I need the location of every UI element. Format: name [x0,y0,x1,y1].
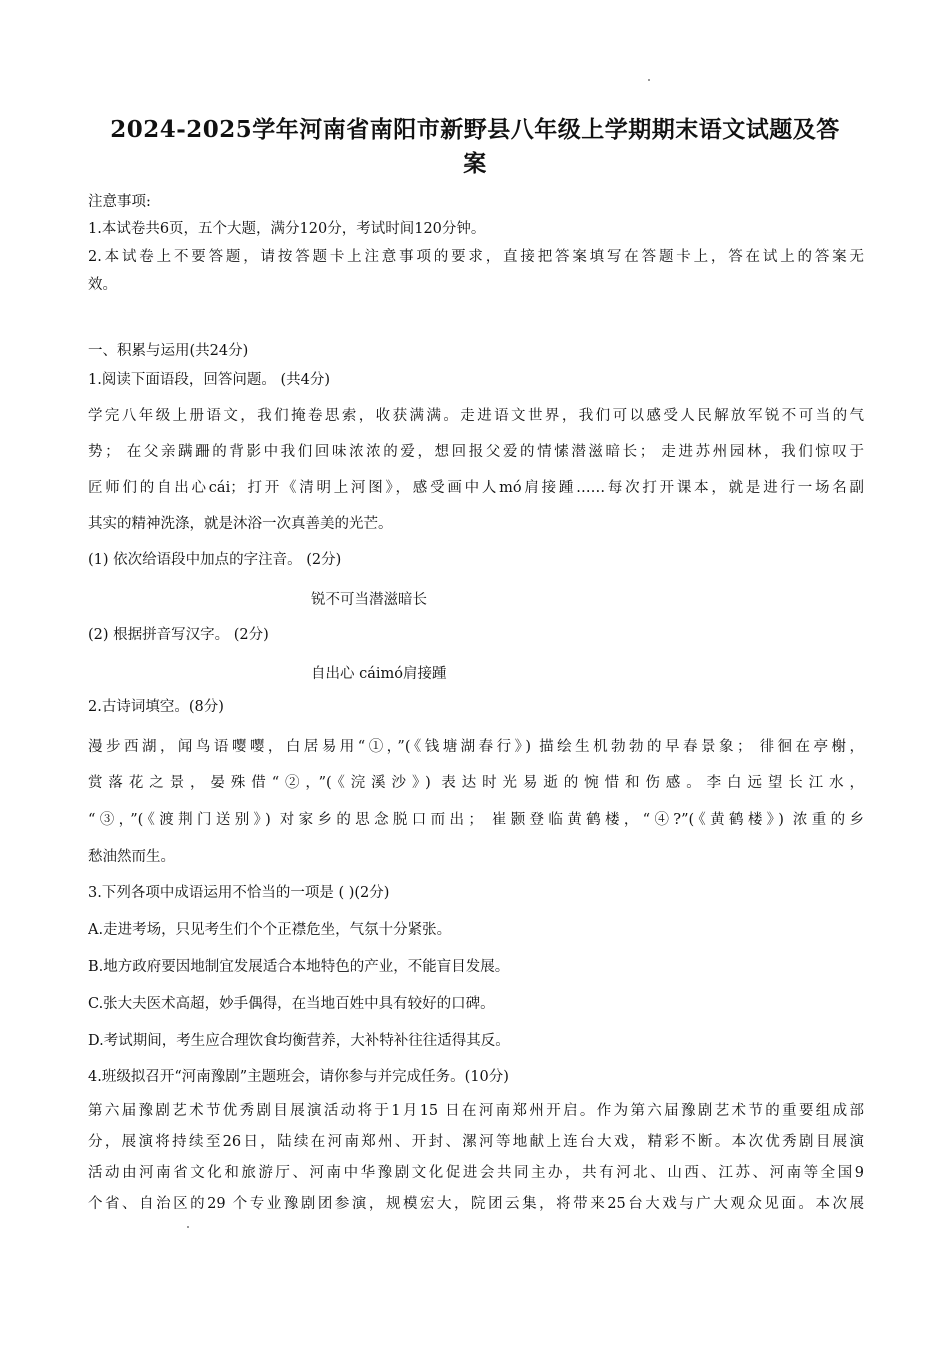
q2-para-line: 愁油然而生。 [88,849,175,865]
q1-sub-2-items: 自出心 cáimó肩接踵 [311,666,447,682]
q3-option-d: D.考试期间，考生应合理饮食均衡营养，大补特补往往适得其反。 [88,1033,510,1049]
scan-dot [187,1226,189,1228]
notes-item-1: 1.本试卷共6页，五个大题，满分120分，考试时间120分钟。 [88,221,486,237]
scan-dot [648,79,650,81]
notes-item-2-line-2: 效。 [88,277,117,293]
notes-heading: 注意事项: [88,194,151,210]
q3-option-a: A.走进考场，只见考生们个个正襟危坐，气氛十分紧张。 [88,922,452,938]
q1-para-line: 学完八年级上册语文，我们掩卷思索，收获满满。走进语文世界，我们可以感受人民解放军锐不可当的气 [88,408,864,424]
notes-item-2-line-1: 2.本试卷上不要答题，请按答题卡上注意事项的要求，直接把答案填写在答题卡上，答在试上的答案无 [88,249,864,265]
q2-para-line: 漫步西湖，闻鸟语嘤嘤，白居易用“①，”(《钱塘湖春行》) 描绘生机勃勃的早春景象； 徘徊在亭榭， [88,739,864,755]
q4-prompt: 4.班级拟召开“河南豫剧”主题班会，请你参与并完成任务。(10分) [88,1069,509,1085]
title-line-1: 2024-2025学年河南省南阳市新野县八年级上学期期末语文试题及答 [110,116,840,143]
q4-para-line: 个省、自治区的29 个专业豫剧团参演，规模宏大，院团云集，将带来25台大戏与广大观众见面。本次展 [88,1196,864,1212]
document-title [70,113,880,181]
q2-para-line: 赏落花之景，晏殊借“②，”(《浣溪沙》) 表达时光易逝的惋惜和伤感。李白远望长江水， [88,775,864,791]
q1-para-line: 势； 在父亲蹒跚的背影中我们回味浓浓的爱，想回报父爱的情愫潜滋暗长； 走进苏州园林，我们惊叹于 [88,444,864,460]
q3-option-b: B.地方政府要因地制宜发展适合本地特色的产业，不能盲目发展。 [88,959,510,975]
q1-sub-1-items: 锐不可当潜滋暗长 [311,592,427,608]
q4-para-line: 分，展演将持续至26日，陆续在河南郑州、开封、漯河等地献上连台大戏，精彩不断。本次优秀剧目展演 [88,1134,864,1150]
q2-prompt: 2.古诗词填空。(8分) [88,699,224,715]
q1-sub-2: (2) 根据拼音写汉字。 (2分) [88,627,269,643]
q1-prompt: 1.阅读下面语段，回答问题。 (共4分) [88,372,330,388]
q1-sub-1: (1) 依次给语段中加点的字注音。 (2分) [88,552,342,568]
title-line-2: 案 [463,150,487,177]
q4-para-line: 活动由河南省文化和旅游厅、河南中华豫剧文化促进会共同主办，共有河北、山西、江苏、河南等全国9 [88,1165,864,1181]
q1-para-line: 其实的精神洗涤，就是沐浴一次真善美的光芒。 [88,516,393,532]
q3-prompt: 3.下列各项中成语运用不恰当的一项是 ( )(2分) [88,885,390,901]
q3-option-c: C.张大夫医术高超，妙手偶得，在当地百姓中具有较好的口碑。 [88,996,495,1012]
q4-para-line: 第六届豫剧艺术节优秀剧目展演活动将于1月15 日在河南郑州开启。作为第六届豫剧艺术节的重要组成部 [88,1103,864,1119]
section-1-heading: 一、积累与运用(共24分) [88,343,249,359]
q2-para-line: “③，”(《渡荆门送别》) 对家乡的思念脱口而出； 崔颢登临黄鹤楼，“④?”(《黄鹤楼》) 浓重的乡 [88,812,864,828]
q1-para-line: 匠师们的自出心cái；打开《清明上河图》，感受画中人mó肩接踵……每次打开课本，就是进行一场名副 [88,480,864,496]
